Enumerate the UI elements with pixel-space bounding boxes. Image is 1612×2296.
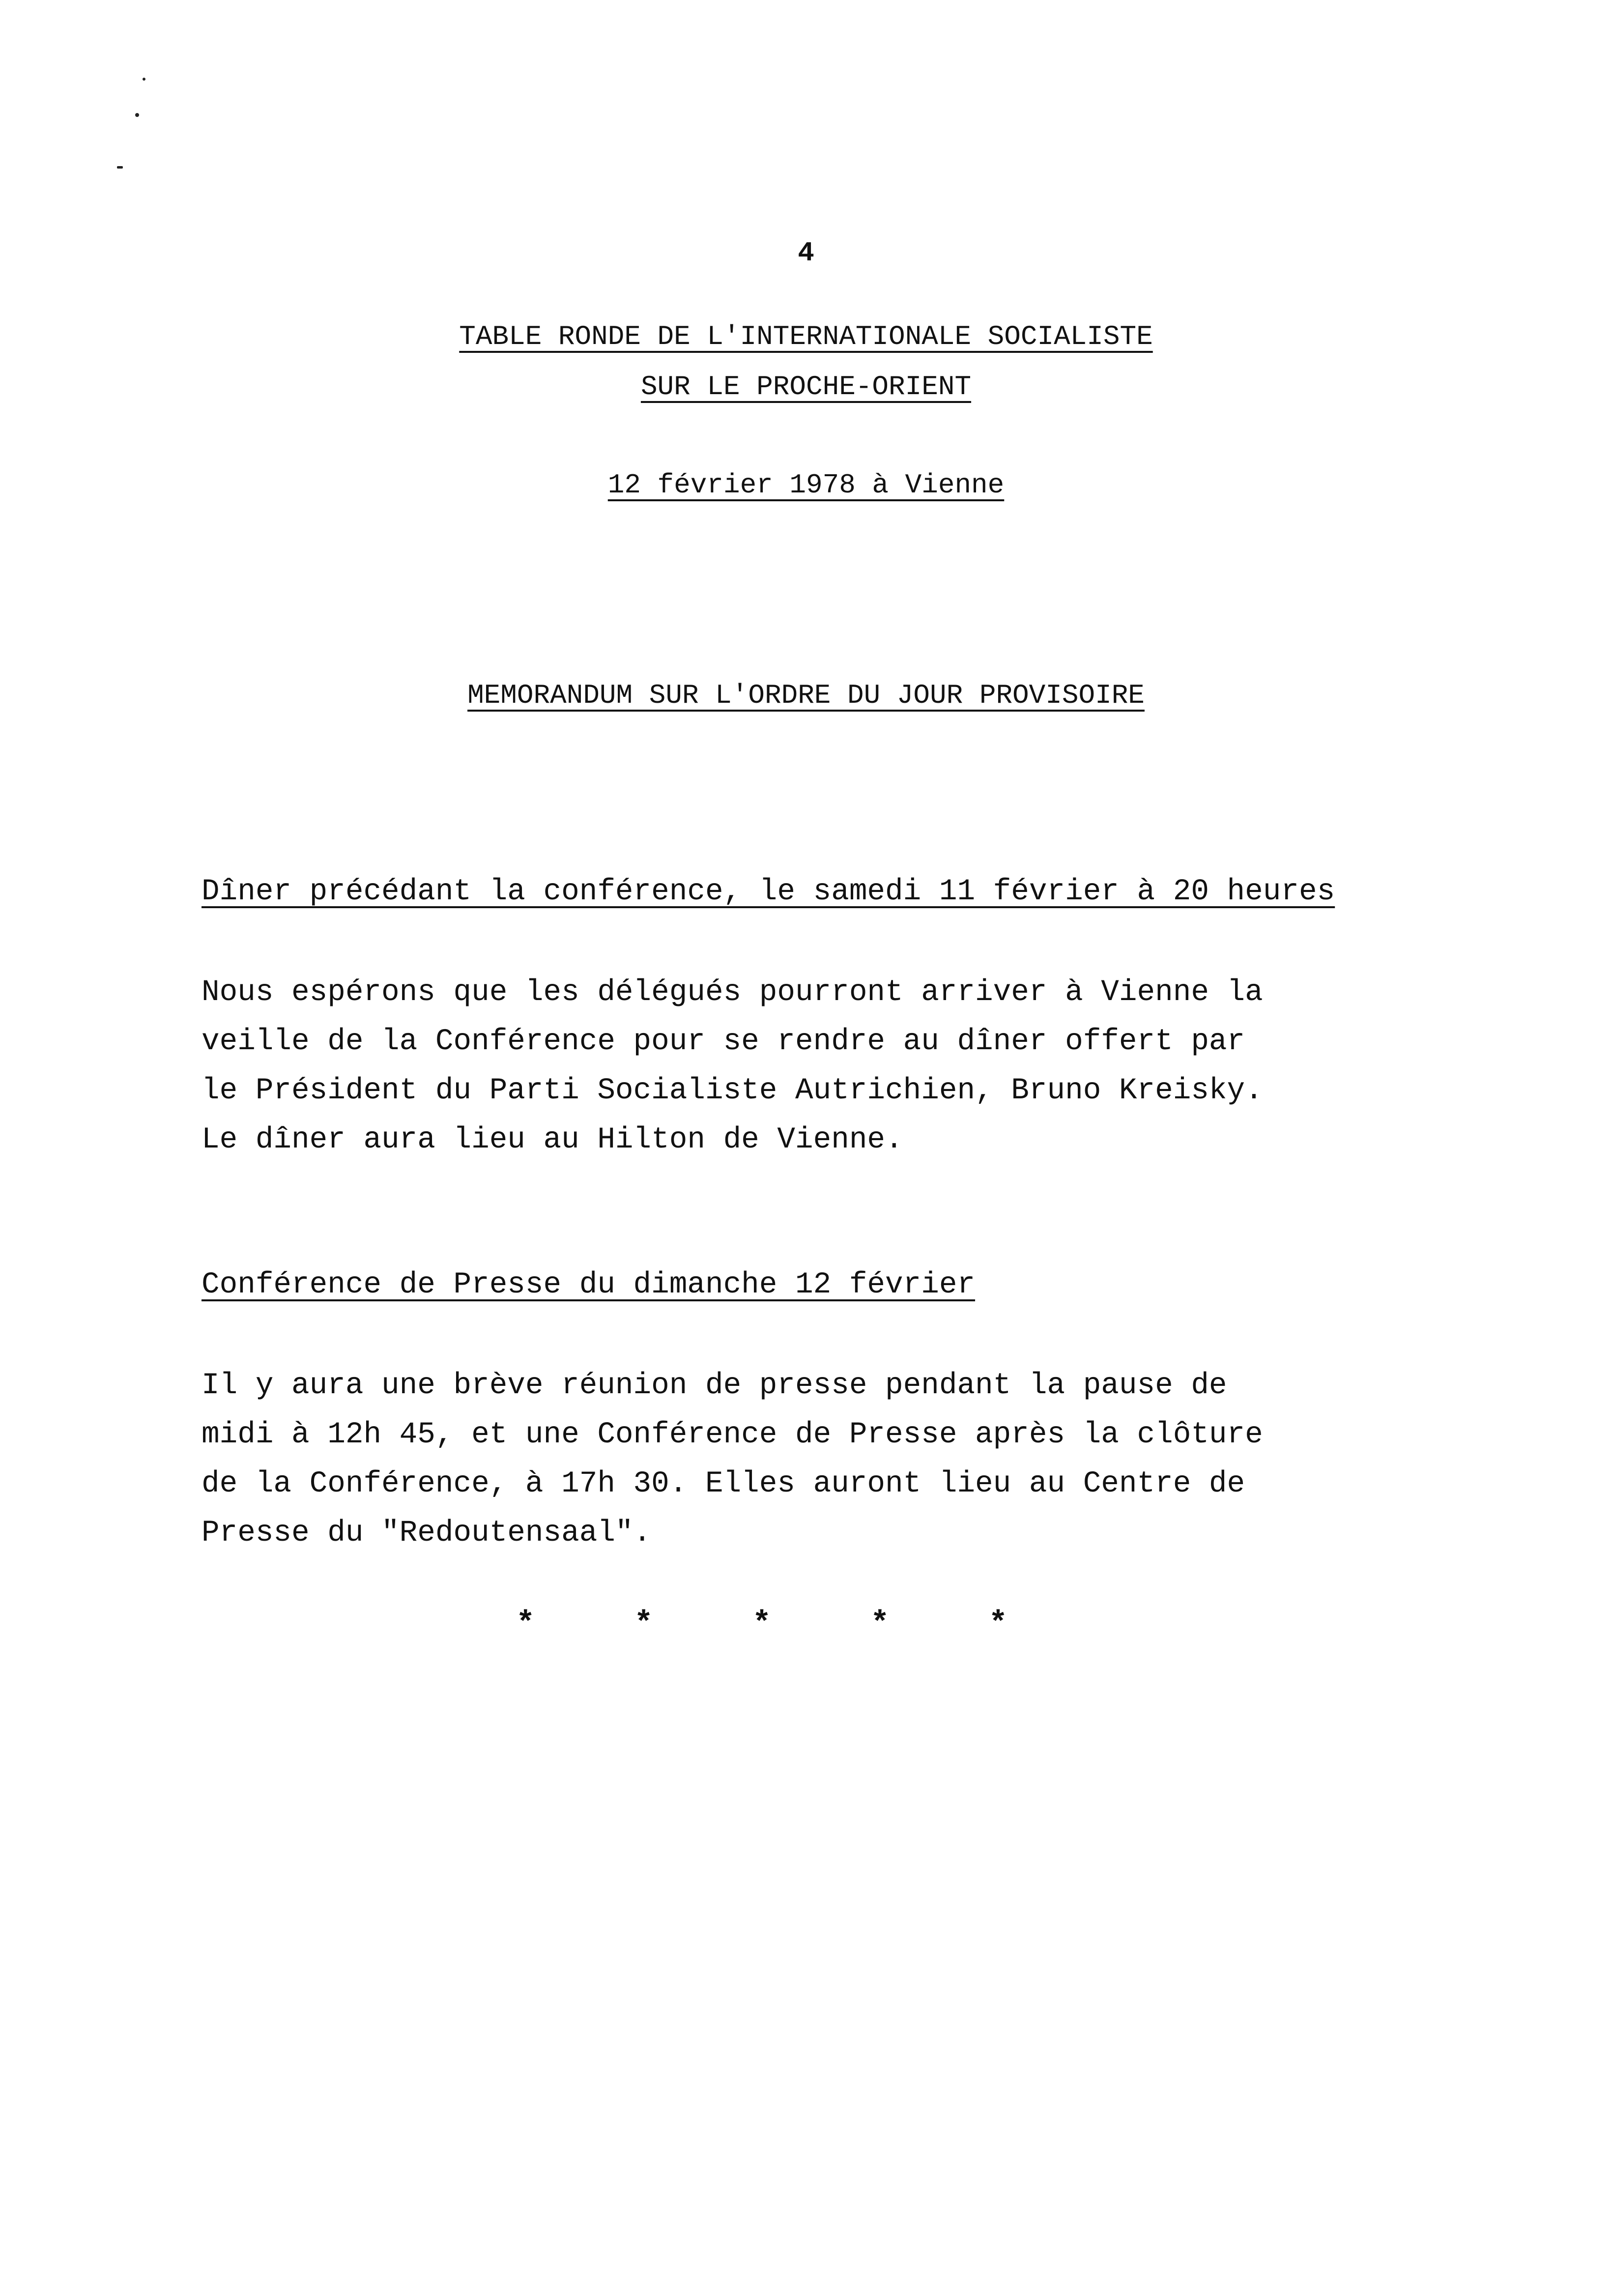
section-paragraph-dinner	[202, 968, 1489, 1165]
paragraph-line: Il y aura une brève réunion de presse pendant la pause de	[202, 1369, 1227, 1403]
document-title-line-1	[0, 319, 1612, 354]
section-heading-dinner	[202, 875, 1335, 909]
section-paragraph-press-conference	[202, 1361, 1489, 1558]
asterisk-mark: *	[870, 1607, 890, 1642]
closing-asterisks	[516, 1607, 1008, 1641]
page-number: 4	[798, 237, 814, 269]
scan-speck-mark	[135, 113, 139, 117]
paragraph-line: Presse du "Redoutensaal".	[202, 1516, 652, 1550]
document-date-text: 12 février 1978 à Vienne	[607, 469, 1005, 501]
document-title-line-2	[0, 370, 1612, 404]
section-heading-press-conference-text: Conférence de Presse du dimanche 12 février	[202, 1268, 976, 1302]
asterisk-mark: *	[752, 1607, 772, 1642]
section-heading-dinner-text: Dîner précédant la conférence, le samedi 11 février à 20 heures	[202, 875, 1335, 909]
paragraph-line: Le dîner aura lieu au Hilton de Vienne.	[202, 1123, 903, 1157]
memo-title-text: MEMORANDUM SUR L'ORDRE DU JOUR PROVISOIRE	[467, 680, 1145, 711]
section-heading-press-conference	[202, 1268, 975, 1302]
document-date	[0, 468, 1612, 502]
scan-speck-mark	[143, 78, 145, 81]
paragraph-line: Nous espérons que les délégués pourront arriver à Vienne la	[202, 976, 1263, 1009]
document-title-line-2-text: SUR LE PROCHE-ORIENT	[640, 371, 972, 402]
paragraph-line: midi à 12h 45, et une Conférence de Presse après la clôture	[202, 1418, 1263, 1452]
asterisk-mark: *	[988, 1607, 1008, 1642]
paragraph-line: le Président du Parti Socialiste Autrichien, Bruno Kreisky.	[202, 1074, 1263, 1108]
scan-speck-mark	[117, 166, 123, 169]
memo-title	[0, 678, 1612, 713]
asterisk-mark: *	[516, 1607, 535, 1642]
paragraph-line: veille de la Conférence pour se rendre au dîner offert par	[202, 1025, 1245, 1059]
document-title-line-1-text: TABLE RONDE DE L'INTERNATIONALE SOCIALISTE	[459, 321, 1153, 352]
asterisk-mark: *	[634, 1607, 653, 1642]
paragraph-line: de la Conférence, à 17h 30. Elles auront lieu au Centre de	[202, 1467, 1245, 1501]
